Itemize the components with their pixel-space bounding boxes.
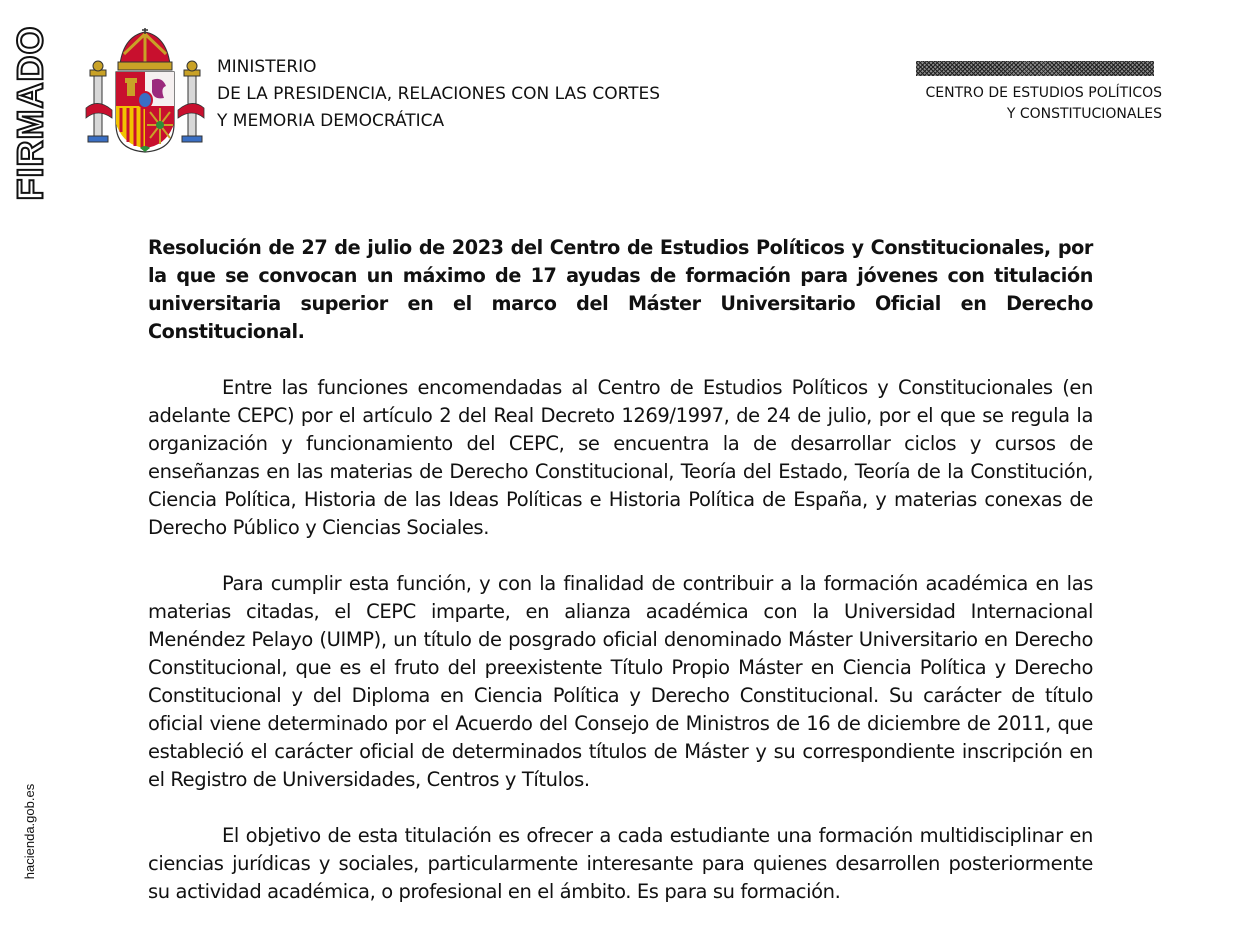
signed-stamp — [9, 20, 51, 206]
document-title: Resolución de 27 de julio de 2023 del Centro de Estudios Políticos y Constitucionales, por la que se convocan un máximo de 17 ayudas de formación para jóvenes con titulación universitaria superior en el marco del Máster Universitario Oficial en Derecho Constitucional. — [148, 236, 1093, 343]
center-line: CENTRO DE ESTUDIOS POLÍTICOS — [925, 85, 1162, 101]
center-name — [926, 83, 1162, 125]
signed-stamp-label: FIRMADO — [9, 25, 51, 201]
ministry-line: Y MEMORIA DEMOCRÁTICA — [217, 111, 445, 131]
scan-strip — [916, 61, 1154, 76]
paragraph: El objetivo de esta titulación es ofrecer a cada estudiante una formación multidisciplinar en ciencias jurídicas y sociales, particularmente interesante para quienes desarrollen posteriormente su actividad académica, o profesional en el ámbito. Es para su formación. — [148, 824, 1093, 903]
center-line: Y CONSTITUCIONALES — [1006, 106, 1162, 122]
ministry-line: MINISTERIO — [217, 57, 317, 77]
coat-of-arms-of-spain-icon — [84, 28, 206, 154]
document-body — [148, 374, 1093, 934]
paragraph: Entre las funciones encomendadas al Centro de Estudios Políticos y Constitucionales (en adelante CEPC) por el artículo 2 del Real Decreto 1269/1997, de 24 de julio, por el que se regula la organización y funcionamiento del CEPC, se encuentra la de desarrollar ciclos y cursos de enseñanzas en las materias de Derecho Constitucional, Teoría del Estado, Teoría de la Constitución, Ciencia Política, Historia de las Ideas Políticas e Historia Política de España, y materias conexas de Derecho Público y Ciencias Sociales. — [148, 376, 1093, 539]
ministry-name — [217, 54, 660, 135]
stamp-site-label: hacienda.gob.es — [22, 783, 38, 879]
ministry-line: DE LA PRESIDENCIA, RELACIONES CON LAS CORTES — [217, 84, 661, 104]
stamp-site — [20, 776, 40, 886]
paragraph: Para cumplir esta función, y con la finalidad de contribuir a la formación académica en las materias citadas, el CEPC imparte, en alianza académica con la Universidad Internacional Menéndez Pelayo (UIMP), un título de posgrado oficial denominado Máster Universitario en Derecho Constitucional, que es el fruto del preexistente Título Propio Máster en Ciencia Política y Derecho Constitucional y del Diploma en Ciencia Política y Derecho Constitucional. Su carácter de título oficial viene determinado por el Acuerdo del Consejo de Ministros de 16 de diciembre de 2011, que estableció el carácter oficial de determinados títulos de Máster y su correspondiente inscripción en el Registro de Universidades, Centros y Títulos. — [148, 572, 1093, 791]
